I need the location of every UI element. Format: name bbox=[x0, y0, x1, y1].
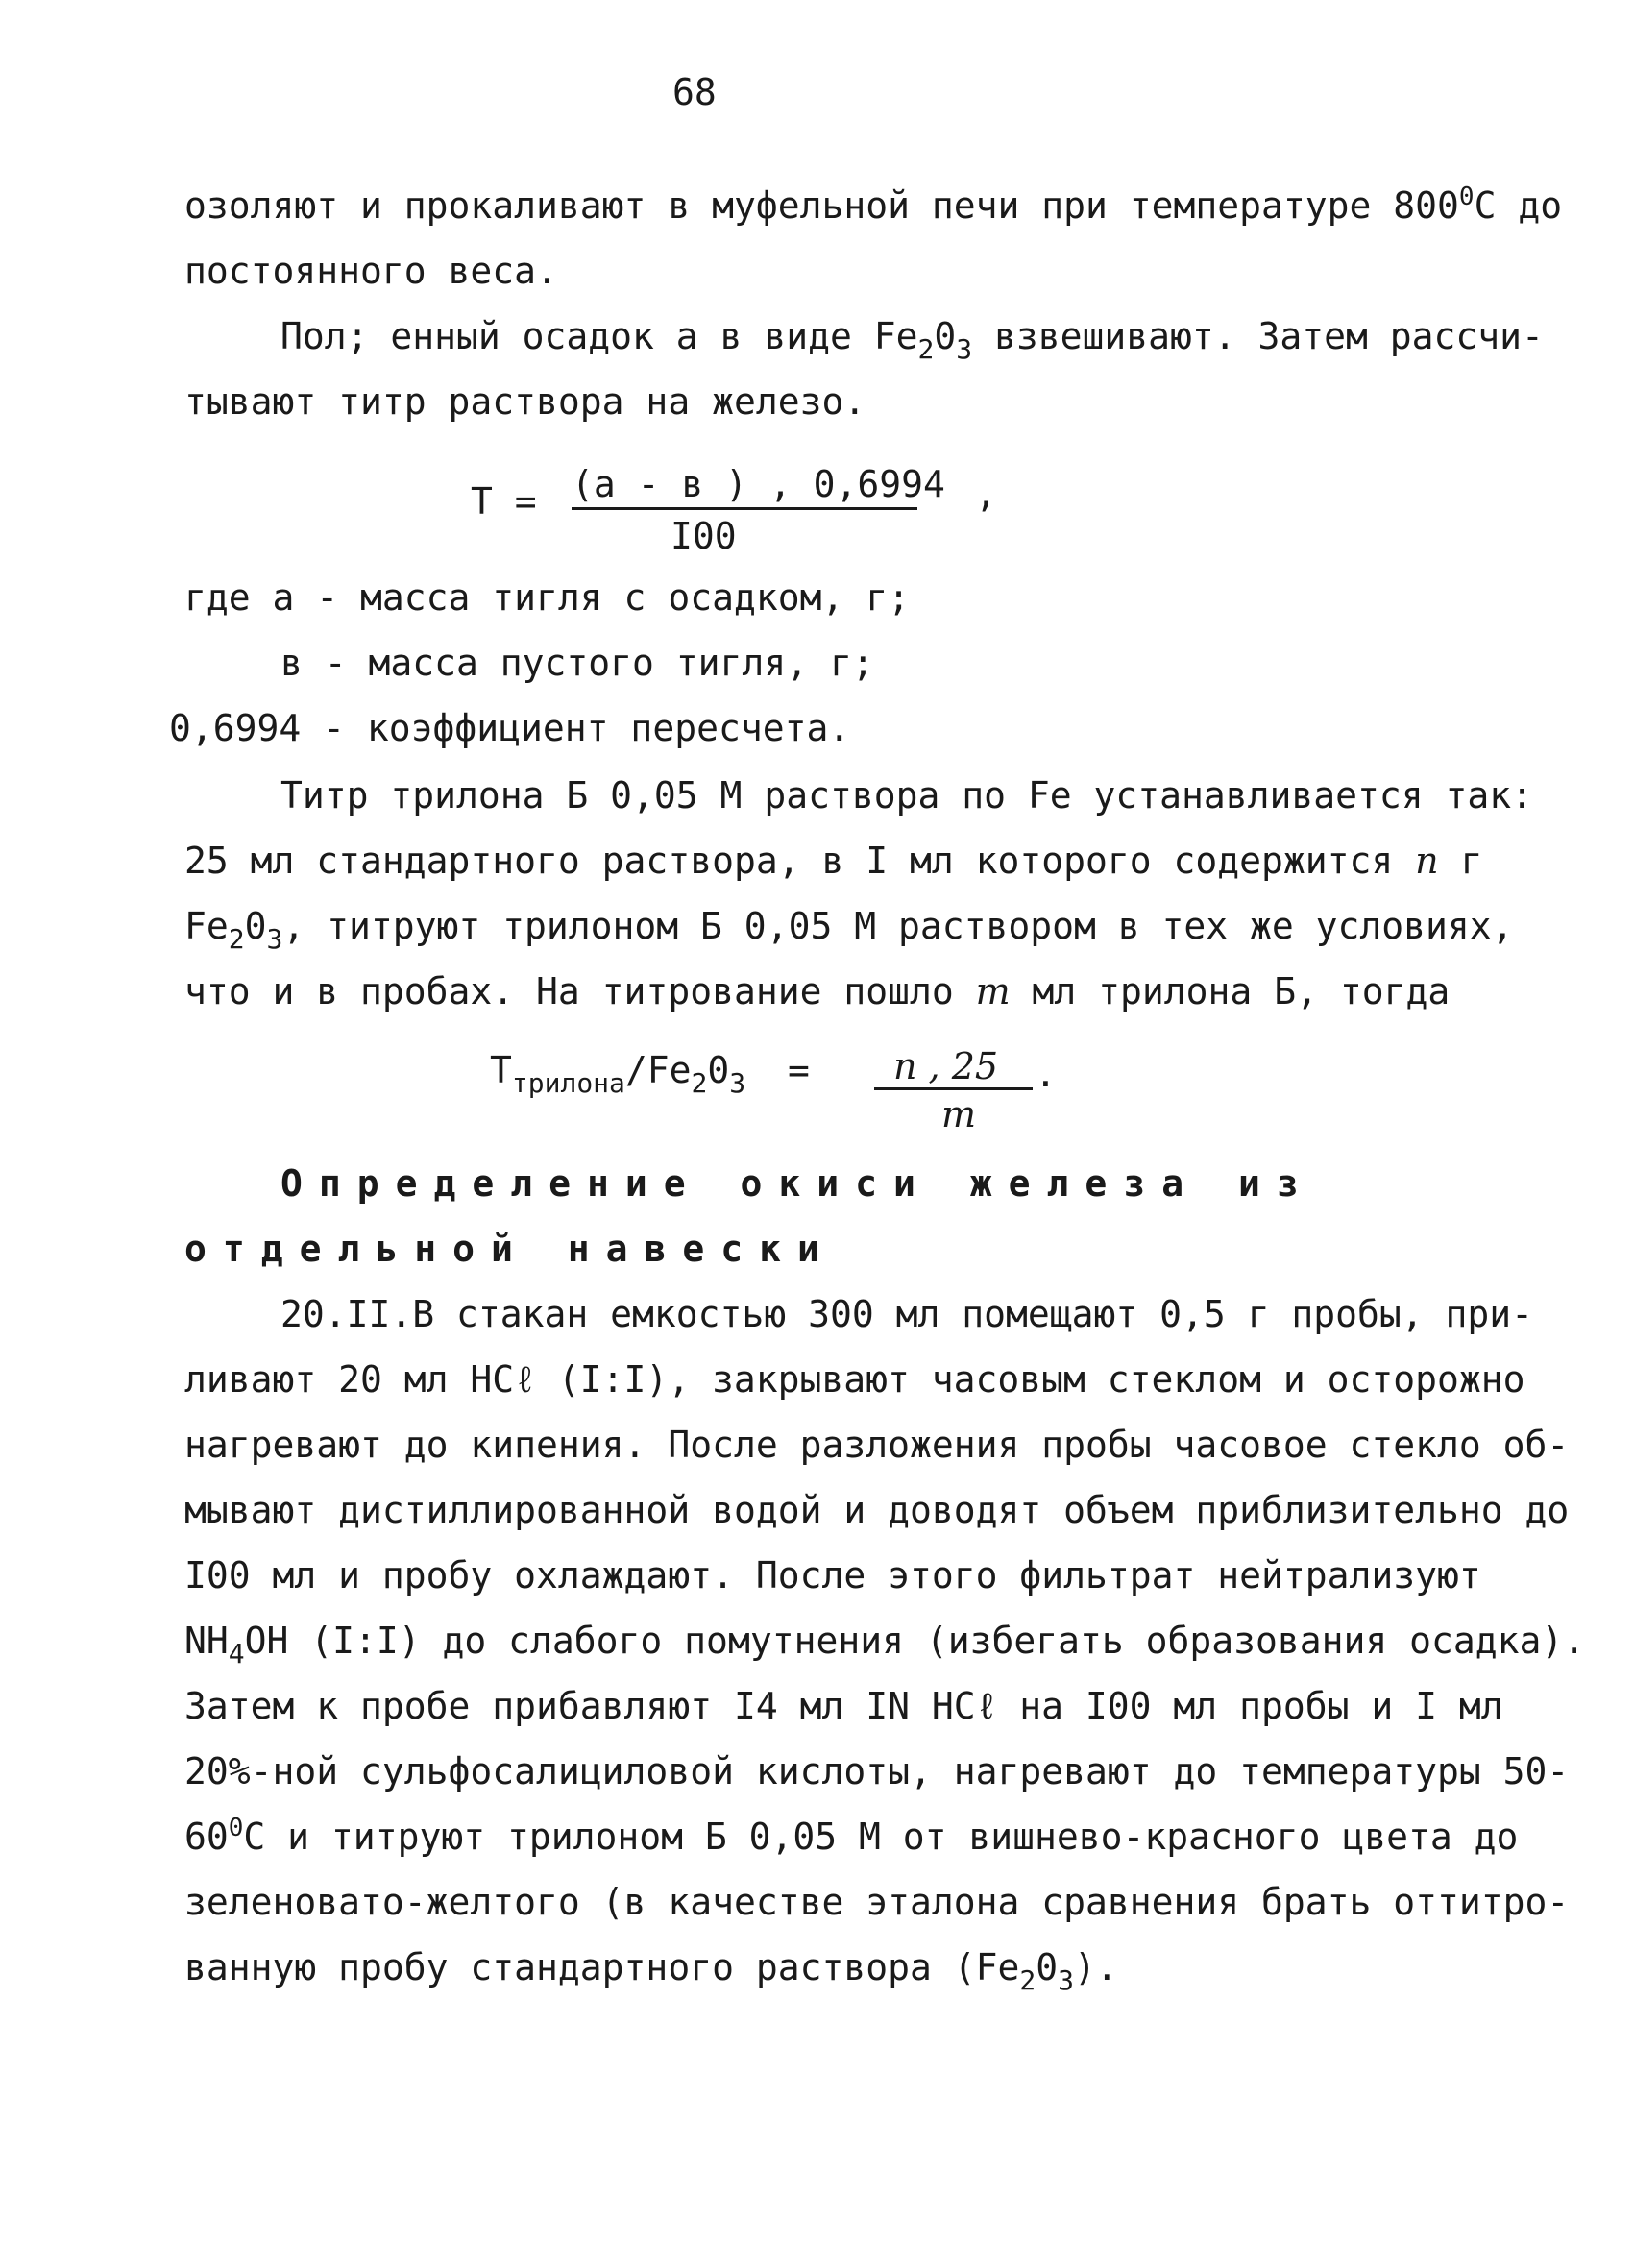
paragraph-3-line-2 bbox=[184, 838, 1482, 884]
paragraph-2-line-2: тывают титр раствора на железо. bbox=[184, 380, 866, 423]
legend-line-2: в - масса пустого тигля, г; bbox=[280, 642, 874, 684]
text-fragment: 0 bbox=[934, 315, 957, 357]
variable-n: n bbox=[1415, 840, 1439, 882]
paragraph-3-line-3 bbox=[184, 903, 1514, 955]
paragraph-4-line-11 bbox=[184, 1944, 1118, 1996]
section-heading-line-2: отдельной навески bbox=[184, 1228, 836, 1270]
paragraph-4-line-8: 20%-ной сульфосалициловой кислоты, нагревают до температуры 50- bbox=[184, 1750, 1570, 1792]
formula-titre bbox=[471, 463, 1009, 567]
subscript: 3 bbox=[266, 923, 283, 955]
subscript: 3 bbox=[729, 1067, 746, 1099]
subscript: трилона bbox=[511, 1067, 625, 1099]
paragraph-4-line-6 bbox=[184, 1618, 1586, 1670]
text-fragment: ванную пробу стандартного раствора (Fe bbox=[184, 1946, 1020, 1988]
paragraph-4-line-9 bbox=[184, 1814, 1518, 1860]
text-fragment: г bbox=[1438, 840, 1483, 882]
text-fragment: 25 мл стандартного раствора, в I мл которого содержится bbox=[184, 840, 1416, 882]
text-fragment: С и титруют трилоном Б 0,05 М от вишнево-красного цвета до bbox=[243, 1816, 1519, 1858]
text-fragment: , титруют трилоном Б 0,05 М раствором в тех же условиях, bbox=[282, 905, 1514, 947]
text-fragment: взвешивают. Затем рассчи- bbox=[972, 315, 1544, 357]
text-fragment: Т bbox=[490, 1049, 512, 1091]
superscript: 0 bbox=[228, 1814, 244, 1842]
text-fragment: мл трилона Б, тогда bbox=[1010, 970, 1451, 1012]
subscript: 3 bbox=[956, 333, 973, 365]
legend-line-1: где а - масса тигля с осадком, г; bbox=[184, 576, 910, 619]
text-fragment: OH (I:I) до слабого помутнения (избегать образования осадка). bbox=[244, 1620, 1586, 1662]
subscript: 3 bbox=[1058, 1964, 1074, 1996]
text-fragment: 0 bbox=[707, 1049, 730, 1091]
text-fragment: 60 bbox=[184, 1816, 229, 1858]
subscript: 2 bbox=[917, 333, 935, 365]
paragraph-2-line-1 bbox=[280, 313, 1544, 365]
subscript: 2 bbox=[1019, 1964, 1036, 1996]
formula-trilon-titre bbox=[490, 1047, 1162, 1143]
paragraph-3-line-1: Титр трилона Б 0,05 М раствора по Fe устанавливается так: bbox=[280, 774, 1534, 817]
text-fragment: 0 bbox=[244, 905, 267, 947]
page-number: 68 bbox=[672, 71, 717, 113]
paragraph-1-line-2: постоянного веса. bbox=[184, 250, 558, 292]
text-fragment: что и в пробах. На титрование пошло bbox=[184, 970, 976, 1012]
fraction-bar bbox=[874, 1087, 1033, 1090]
text-fragment: 0 bbox=[1036, 1946, 1059, 1988]
formula-denominator: m bbox=[941, 1093, 977, 1135]
formula-lhs bbox=[490, 1047, 746, 1099]
paragraph-4-line-10: зеленовато-желтого (в качестве эталона сравнения брать оттитро- bbox=[184, 1881, 1570, 1923]
variable-m: m bbox=[975, 970, 1011, 1012]
paragraph-1-line-1 bbox=[184, 183, 1562, 229]
legend-line-3: 0,6994 - коэффициент пересчета. bbox=[169, 707, 851, 749]
subscript: 2 bbox=[228, 923, 245, 955]
paragraph-3-line-4 bbox=[184, 968, 1450, 1014]
superscript: 0 bbox=[1458, 183, 1475, 211]
formula-lhs: Т = bbox=[471, 480, 537, 523]
formula-equals: = bbox=[788, 1049, 810, 1091]
text-fragment: Пол; енный осадок а в виде Fe bbox=[280, 315, 918, 357]
paragraph-4-line-1: 20.II.В стакан емкостью 300 мл помещают 0,5 г пробы, при- bbox=[280, 1293, 1534, 1335]
section-heading-line-1: Определение окиси железа из bbox=[280, 1162, 1315, 1205]
text-fragment: /Fe bbox=[624, 1049, 692, 1091]
paragraph-4-line-3: нагревают до кипения. После разложения пробы часовое стекло об- bbox=[184, 1424, 1570, 1466]
formula-numerator: (а - в ) , 0,6994 bbox=[572, 463, 945, 505]
formula-trailing: , bbox=[975, 473, 997, 515]
paragraph-4-line-7: Затем к пробе прибавляют I4 мл IN HCℓ на I00 мл пробы и I мл bbox=[184, 1685, 1503, 1727]
text-fragment: Fe bbox=[184, 905, 229, 947]
text-fragment: ). bbox=[1073, 1946, 1118, 1988]
formula-numerator: n , 25 bbox=[893, 1045, 999, 1087]
text-fragment: С до bbox=[1474, 184, 1563, 227]
fraction-bar bbox=[572, 507, 917, 510]
subscript: 4 bbox=[228, 1638, 245, 1670]
paragraph-4-line-5: I00 мл и пробу охлаждают. После этого фильтрат нейтрализуют bbox=[184, 1554, 1481, 1597]
paragraph-4-line-2: ливают 20 мл HCℓ (I:I), закрывают часовым стеклом и осторожно bbox=[184, 1358, 1525, 1401]
text-fragment: озоляют и прокаливают в муфельной печи при температуре 800 bbox=[184, 184, 1459, 227]
formula-denominator: I00 bbox=[671, 515, 737, 557]
paragraph-4-line-4: мывают дистиллированной водой и доводят объем приблизительно до bbox=[184, 1489, 1570, 1531]
subscript: 2 bbox=[691, 1067, 708, 1099]
formula-trailing: . bbox=[1035, 1053, 1057, 1095]
text-fragment: NH bbox=[184, 1620, 229, 1662]
